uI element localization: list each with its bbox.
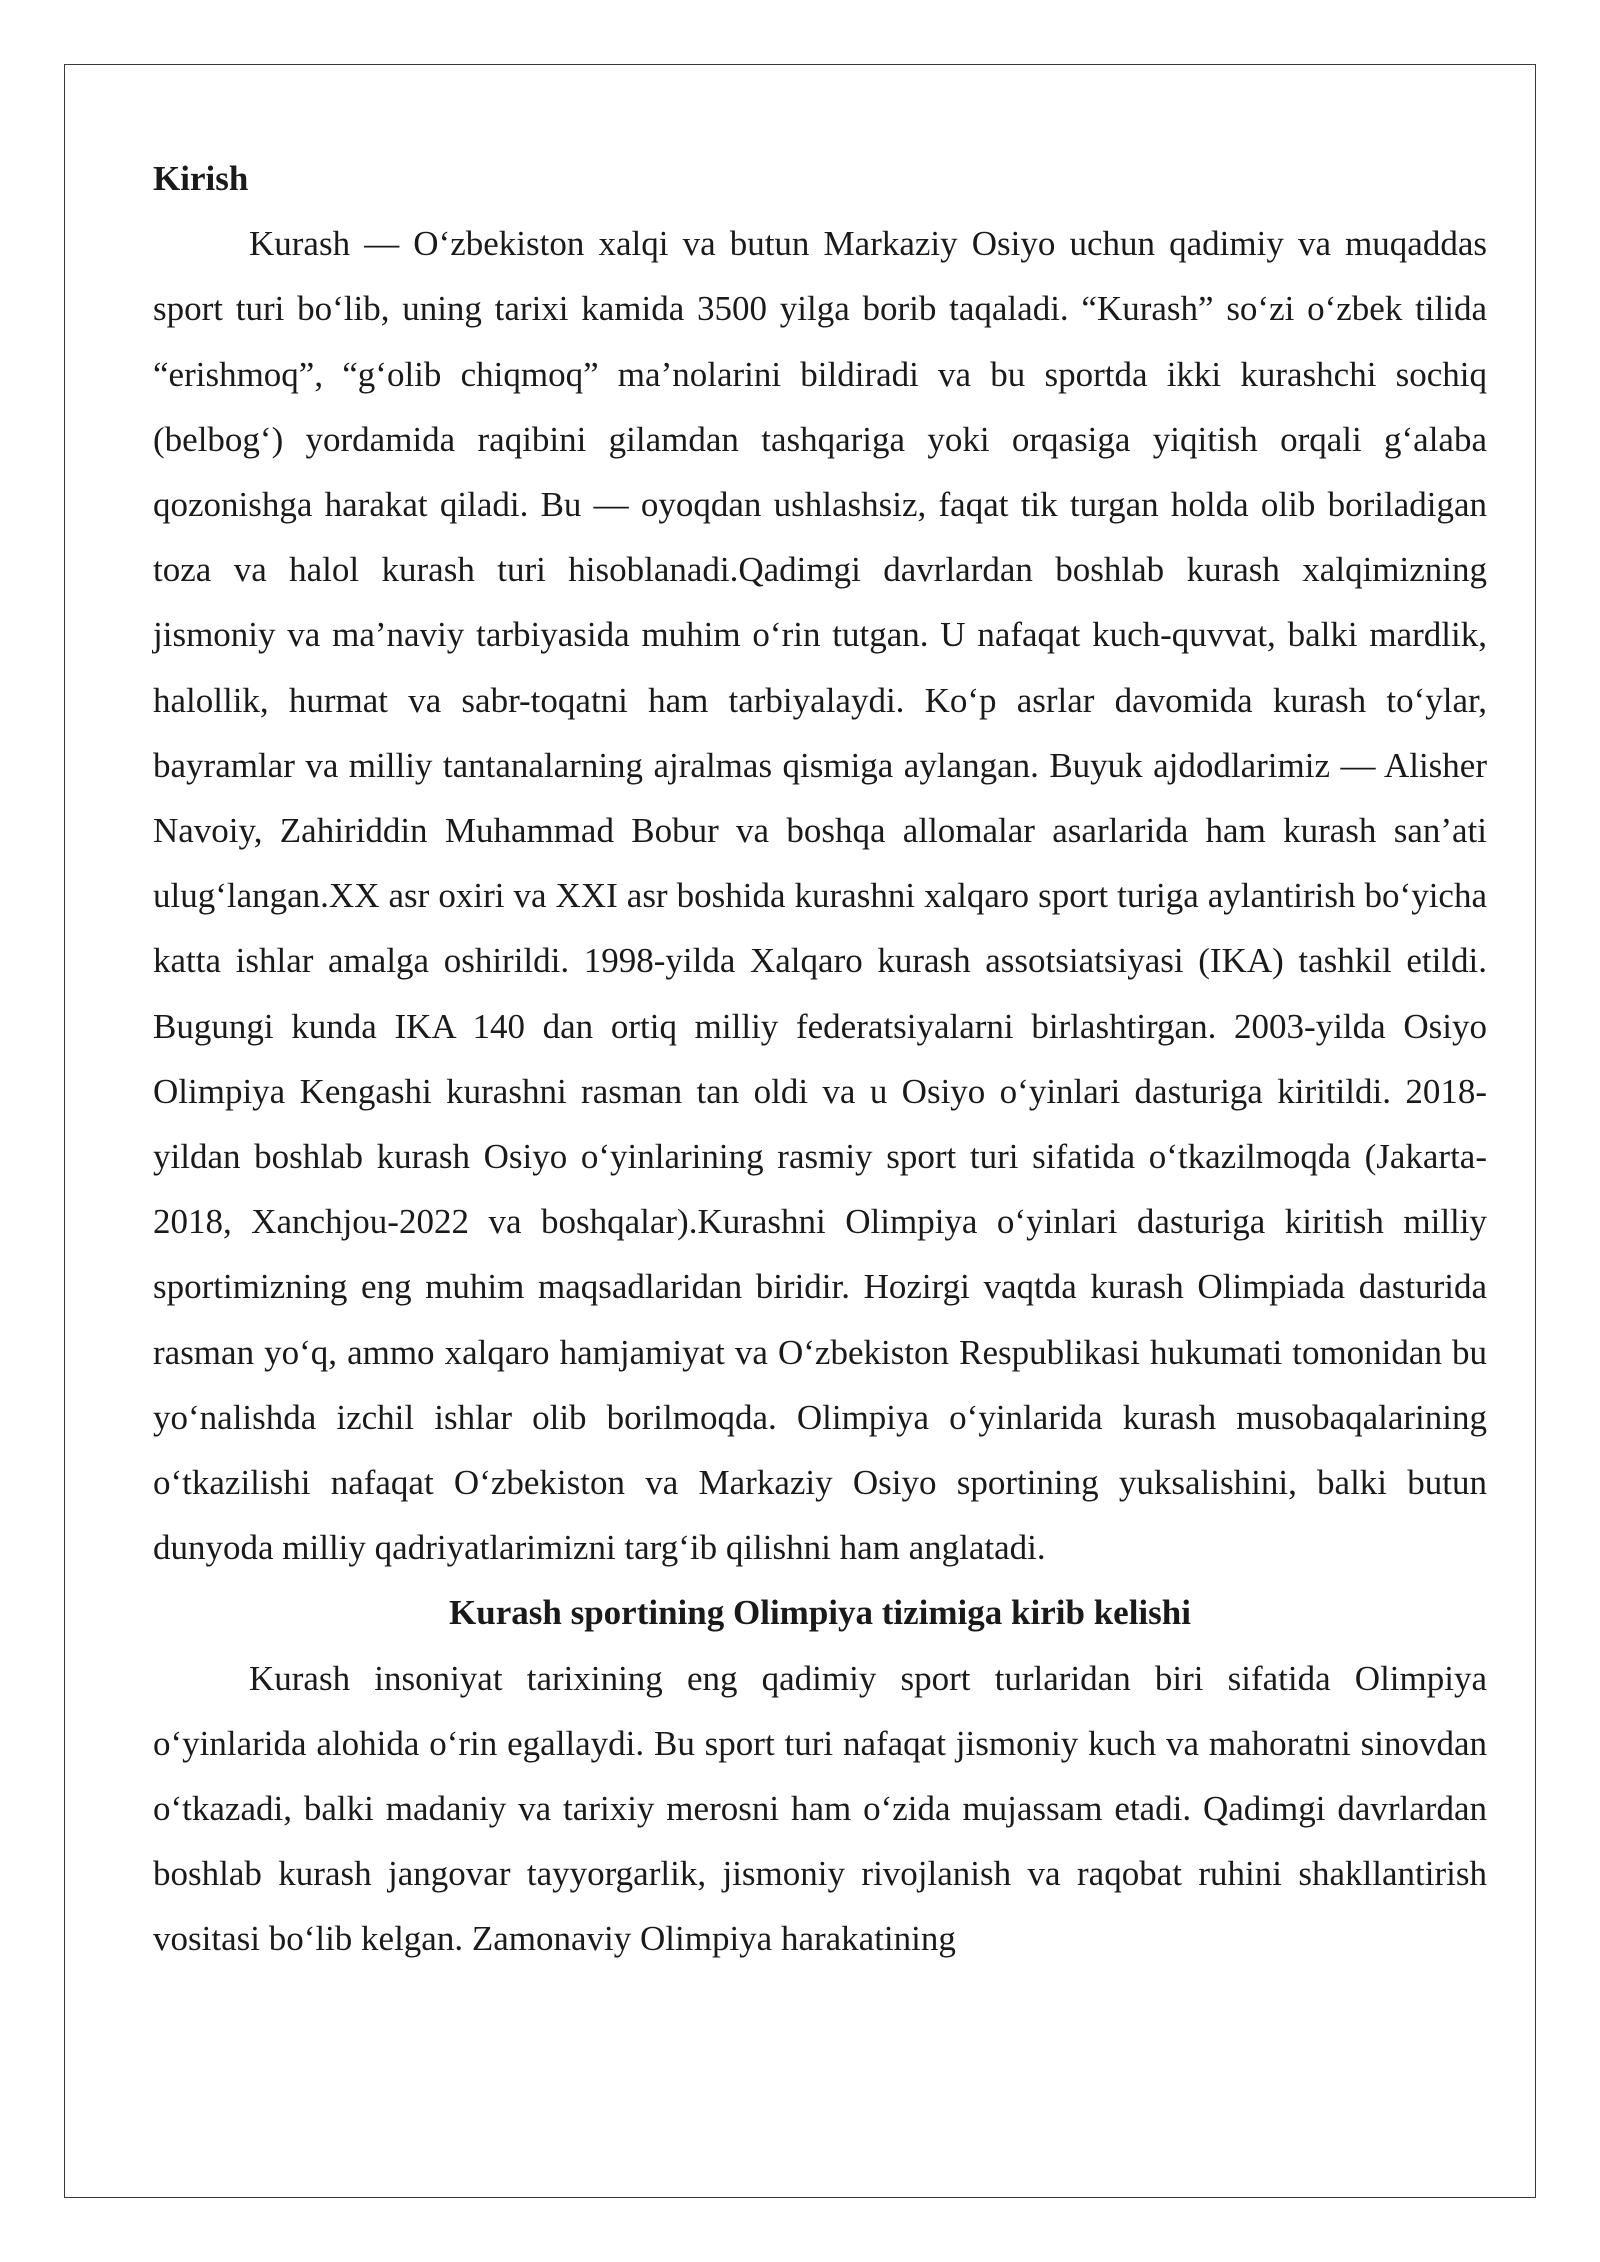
intro-paragraph: Kurash — O‘zbekiston xalqi va butun Markaziy Osiyo uchun qadimiy va muqaddas sport turi bo‘lib, uning tarixi kamida 3500 yilga borib taqaladi. “Kurash” so‘zi o‘zbek tilida “erishmoq”, “g‘olib chiqmoq” ma’nolarini bildiradi va bu sportda ikki kurashchi sochiq (belbog‘) yordamida raqibini gilamdan tashqariga yoki orqasiga yiqitish orqali g‘alaba qozonishga harakat qiladi. Bu — oyoqdan ushlashsiz, faqat tik turgan holda olib boriladigan toza va halol kurash turi hisoblanadi.Qadimgi davrlardan boshlab kurash xalqimizning jismoniy va ma’naviy tarbiyasida muhim o‘rin tutgan. U nafaqat kuch-quvvat, balki mardlik, halollik, hurmat va sabr-toqatni ham tarbiyalaydi. Ko‘p asrlar davomida kurash to‘ylar, bayramlar va milliy tantanalarning ajralmas qismiga aylangan. Buyuk ajdodlarimiz — Alisher Navoiy, Zahiriddin Muhammad Bobur va boshqa allomalar asarlarida ham kurash san’ati ulug‘langan.XX asr oxiri va XXI asr boshida kurashni xalqaro sport turiga aylantirish bo‘yicha katta ishlar amalga oshirildi. 1998-yilda Xalqaro kurash assotsiatsiyasi (IKA) tashkil etildi. Bugungi kunda IKA 140 dan ortiq milliy federatsiyalarni birlashtirgan. 2003-yilda Osiyo Olimpiya Kengashi kurashni rasman tan oldi va u Osiyo o‘yinlari dasturiga kiritildi. 2018-yildan boshlab kurash Osiyo o‘yinlarining rasmiy sport turi sifatida o‘tkazilmoqda (Jakarta-2018, Xanchjou-2022 va boshqalar).Kurashni Olimpiya o‘yinlari dasturiga kiritish milliy sportimizning eng muhim maqsadlaridan biridir. Hozirgi vaqtda kurash Olimpiada dasturida rasman yo‘q, ammo xalqaro hamjamiyat va O‘zbekiston Respublikasi hukumati tomonidan bu yo‘nalishda izchil ishlar olib borilmoqda. Olimpiya o‘yinlarida kurash musobaqalarining o‘tkazilishi nafaqat O‘zbekiston va Markaziy Osiyo sportining yuksalishini, balki butun dunyoda milliy qadriyatlarimizni targ‘ib qilishni ham anglatadi. xyxy=(153,224,1487,1568)
olympic-paragraph: Kurash insoniyat tarixining eng qadimiy sport turlaridan biri sifatida Olimpiya o‘yinlarida alohida o‘rin egallaydi. Bu sport turi nafaqat jismoniy kuch va mahoratni sinovdan o‘tkazadi, balki madaniy va tarixiy merosni ham o‘zida mujassam etadi. Qadimgi davrlardan boshlab kurash jangovar tayyorgarlik, jismoniy rivojlanish va raqobat ruhini shakllantirish vositasi bo‘lib kelgan. Zamonaviy Olimpiya harakatining xyxy=(153,1658,1487,1959)
document-body xyxy=(153,146,1487,1972)
section-heading-olympic: Kurash sportining Olimpiya tizimiga kirib kelishi xyxy=(449,1593,1191,1633)
section-heading-intro: Kirish xyxy=(153,159,249,198)
